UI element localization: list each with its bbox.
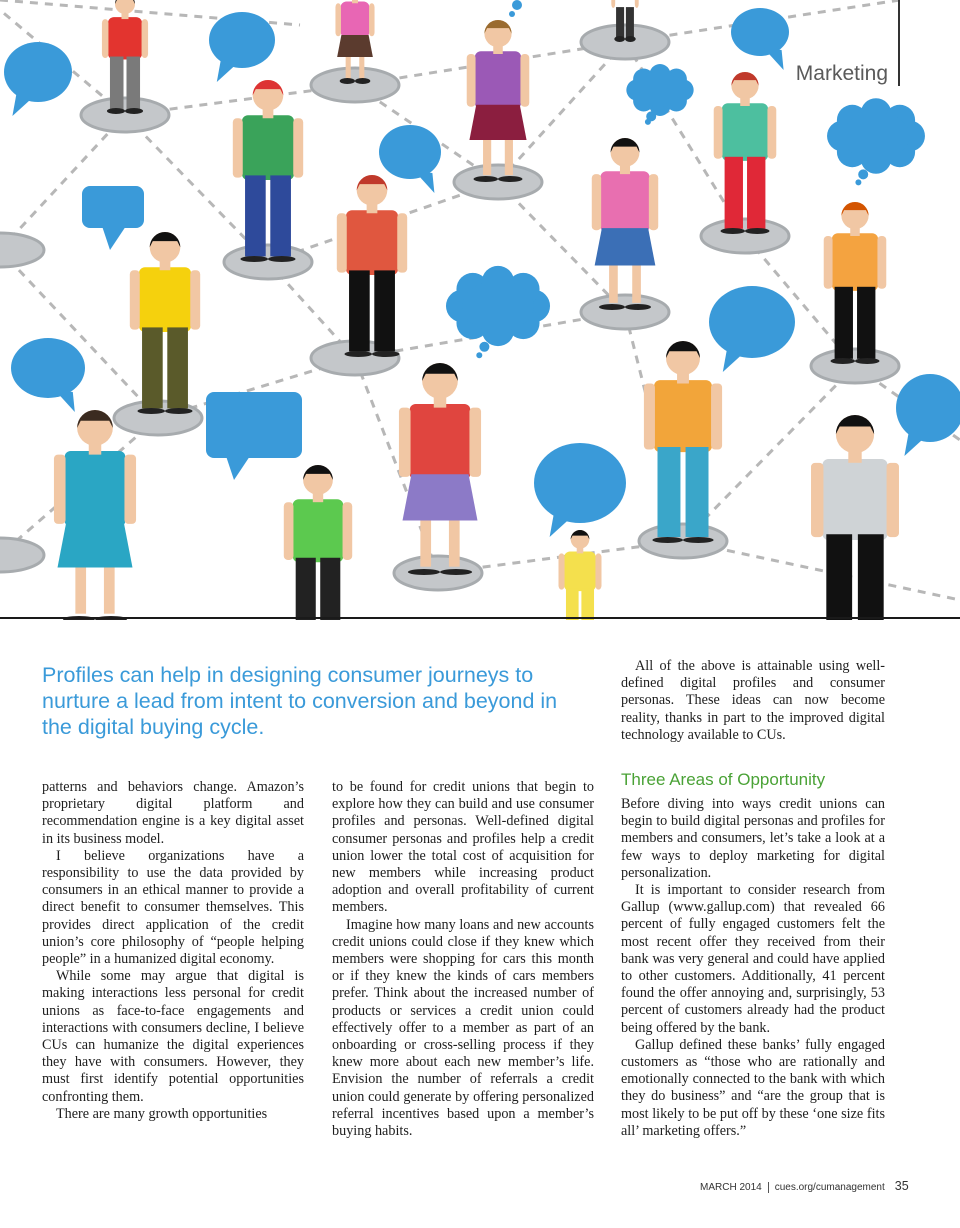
person-base: [0, 233, 44, 267]
person-arm: [54, 455, 66, 524]
person-leg: [346, 57, 351, 79]
thought-bubble-icon: [637, 74, 683, 107]
person-arm: [595, 553, 601, 589]
person-torso: [654, 380, 712, 452]
person-skirt: [58, 521, 133, 567]
person-leg: [142, 327, 163, 408]
person-leg: [449, 521, 460, 567]
person-figure: [592, 138, 658, 310]
person-leg: [686, 447, 709, 537]
person-arm: [284, 502, 294, 560]
person-leg: [359, 57, 364, 79]
person-leg: [658, 447, 681, 537]
speech-bubble-icon: [82, 186, 144, 228]
section-heading: Three Areas of Opportunity: [621, 770, 826, 789]
paragraph: Gallup defined these banks’ fully engaged customers as “those who are rationally and emotionally connected to the bank with which they do business” and “are the group that is most likely to be put off by these ‘one size fits all’ marketing offers.”: [621, 1036, 885, 1139]
person-leg: [609, 266, 618, 303]
person-shoe: [268, 256, 296, 262]
body-column-1: [42, 779, 304, 1123]
thought-bubble-dot: [476, 352, 482, 358]
person-shoe: [240, 256, 268, 262]
person-leg: [858, 534, 884, 620]
speech-bubble-icon: [534, 443, 626, 523]
person-torso: [65, 451, 126, 527]
person-shoe: [440, 569, 472, 575]
speech-bubble-tail: [217, 60, 239, 82]
person-arm: [469, 408, 481, 477]
person-leg: [420, 521, 431, 567]
person-torso: [341, 2, 370, 38]
person-torso: [139, 267, 191, 332]
person-arm: [711, 384, 722, 450]
footer-site: cues.org/cumanagement: [774, 1182, 885, 1193]
person-arm: [369, 3, 375, 36]
person-base: [639, 524, 727, 558]
person-arm: [877, 236, 886, 289]
speech-bubble-icon: [896, 374, 960, 442]
thought-bubble-dot: [512, 0, 522, 10]
person-figure: [284, 465, 352, 620]
person-arm: [649, 174, 658, 230]
person-shoe: [652, 537, 683, 543]
paragraph: Before diving into ways credit unions can begin to build digital personas and profiles for members and consumers, let’s take a look at a few ways to deploy marketing for digital personalization.: [621, 796, 885, 881]
person-skirt: [403, 474, 478, 520]
thought-bubble-dot: [858, 169, 868, 179]
speech-bubble-tail: [550, 515, 572, 537]
person-torso: [410, 404, 471, 480]
thought-bubble-icon: [842, 112, 909, 160]
network-link: [683, 541, 960, 600]
person-shoe: [125, 108, 143, 114]
speech-bubble-tail: [55, 390, 75, 412]
thought-bubble-icon: [462, 281, 533, 332]
person-leg: [581, 588, 594, 620]
paragraph: There are many growth opportunities: [56, 1105, 268, 1122]
speech-bubble-icon: [731, 8, 789, 56]
person-leg: [857, 287, 875, 359]
person-arm: [142, 19, 149, 58]
person-shoe: [340, 78, 355, 84]
person-leg: [104, 568, 115, 614]
thought-bubble-dot: [509, 11, 515, 17]
person-arm: [337, 213, 347, 272]
person-shoe: [599, 304, 625, 310]
person-shoe: [137, 408, 165, 414]
person-arm: [343, 502, 353, 560]
person-arm: [397, 213, 407, 272]
paragraph: to be found for credit unions that begin to explore how they can build and use consumer profiles and personas. Well-defined digital consumer personas and profiles help a credit union lower the total cost of acquisition for new members while increasing product adoption and overall profitability of current members.: [332, 779, 594, 916]
body-column-3: [621, 796, 885, 1140]
person-base: [311, 68, 399, 102]
person-leg: [616, 7, 624, 38]
person-figure: [337, 175, 407, 357]
person-leg: [826, 534, 852, 620]
person-skirt: [337, 35, 373, 57]
person-base: [0, 538, 44, 572]
person-leg: [747, 157, 765, 229]
person-leg: [245, 175, 266, 256]
person-arm: [399, 408, 411, 477]
person-arm: [824, 236, 833, 289]
person-torso: [346, 210, 398, 275]
paragraph: Imagine how many loans and new accounts credit unions could close if they knew which members were shopping for cars this month or if they knew the kinds of cars members prefer. Think about the increased number of products or services a credit union could effectively offer to a member as part of an onboarding or cross-selling process if they knew more about each new member’s life. Envision the number of referrals a credit union could generate by offering personalized referral incentives based upon a member’s buying habits.: [332, 916, 594, 1140]
speech-bubble-icon: [379, 125, 441, 179]
person-leg: [566, 588, 579, 620]
person-shoe: [683, 537, 714, 543]
person-arm: [611, 0, 615, 8]
person-leg: [374, 270, 395, 351]
pull-quote: Profiles can help in designing consumer journeys to nurture a lead from intent to conversion and beyond in the digital buying cycle.: [42, 663, 558, 739]
section-rule: [898, 0, 900, 86]
person-arm: [102, 19, 109, 58]
speech-bubble-tail: [226, 456, 250, 480]
person-figure: [714, 72, 777, 234]
thought-bubble-dot: [479, 342, 489, 352]
person-leg: [167, 327, 188, 408]
person-leg: [110, 57, 124, 110]
speech-bubble-tail: [904, 434, 926, 456]
person-figure: [130, 232, 200, 414]
person-torso: [822, 459, 887, 540]
person-leg: [626, 7, 634, 38]
person-torso: [564, 552, 596, 592]
person-neck: [352, 0, 358, 3]
person-leg: [632, 266, 641, 303]
person-base: [81, 98, 169, 132]
person-leg: [270, 175, 291, 256]
speech-bubble-tail: [723, 350, 745, 372]
paragraph: It is important to consider research from Gallup (www.gallup.com) that revealed 66 percent of fully engaged customers felt the most recent offer they received from their bank was very general and could have applied to other customers. Additionally, 41 percent found the offer annoying and, surprisingly, 53 percent of customers already had the product being offered by the bank.: [621, 882, 885, 1036]
person-figure: [54, 410, 136, 620]
person-shoe: [625, 36, 636, 42]
footer-separator: [768, 1182, 769, 1193]
person-leg: [127, 57, 141, 110]
person-head: [115, 0, 135, 14]
person-torso: [108, 17, 142, 59]
person-skirt: [469, 105, 526, 140]
person-torso: [242, 115, 294, 180]
person-shoe: [721, 228, 745, 234]
page-footer: [700, 1179, 920, 1193]
person-arm: [520, 54, 529, 107]
person-figure: [644, 341, 722, 543]
person-arm: [467, 54, 476, 107]
person-shoe: [625, 304, 651, 310]
person-figure: [558, 530, 601, 620]
person-shoe: [344, 351, 372, 357]
person-arm: [887, 463, 899, 537]
person-torso: [722, 103, 768, 161]
person-torso: [475, 51, 521, 109]
paragraph: I believe organizations have a responsibility to use the data provided by consumers in an ethical manner to provide a direct benefit to consumer themselves. This provides direct application of the credit union’s core philosophy of “people helping people” in a humanized digital economy.: [42, 847, 304, 968]
person-shoe: [107, 108, 125, 114]
paragraph: While some may argue that digital is making interactions less personal for credit unions as face-to-face engagements and interactions with consumers decline, I believe CUs can humanize the digital experiences they have with consumers. However, they must first identify potential opportunities confronting them.: [42, 968, 304, 1105]
person-shoe: [355, 78, 370, 84]
paragraph: patterns and behaviors change. Amazon’s proprietary digital platform and recommendation engine is a key digital asset in its business model.: [42, 779, 304, 847]
person-arm: [558, 553, 564, 589]
person-base: [454, 165, 542, 199]
hero-divider: [0, 617, 960, 619]
person-arm: [124, 455, 136, 524]
person-base: [701, 219, 789, 253]
person-shoe: [165, 408, 193, 414]
person-arm: [190, 270, 200, 329]
person-arm: [592, 174, 601, 230]
body-column-3-top: [621, 658, 885, 744]
footer-date: MARCH 2014: [700, 1182, 762, 1193]
person-arm: [811, 463, 823, 537]
person-arm: [130, 270, 140, 329]
person-base: [581, 295, 669, 329]
body-column-2: [332, 779, 594, 1140]
person-arm: [644, 384, 655, 450]
person-leg: [505, 140, 513, 175]
paragraph: All of the above is attainable using well-defined digital profiles and consumer personas. These ideas can now become reality, thanks in part to the improved digital technology available to CUs.: [621, 658, 885, 743]
person-leg: [725, 157, 743, 229]
person-shoe: [498, 176, 522, 182]
person-arm: [714, 106, 723, 159]
person-arm: [293, 118, 303, 177]
person-leg: [835, 287, 853, 359]
speech-bubble-icon: [709, 286, 795, 358]
person-base: [581, 25, 669, 59]
thought-bubble-dot: [645, 119, 651, 125]
person-leg: [483, 140, 491, 175]
person-arm: [767, 106, 776, 159]
speech-bubble-tail: [12, 94, 34, 116]
person-leg: [75, 568, 86, 614]
person-torso: [293, 499, 344, 562]
person-shoe: [831, 358, 855, 364]
speech-bubble-tail: [102, 226, 126, 250]
person-figure: [399, 363, 481, 575]
person-torso: [600, 171, 649, 232]
person-base: [811, 349, 899, 383]
speech-bubble-icon: [4, 42, 72, 102]
person-shoe: [408, 569, 440, 575]
person-leg: [349, 270, 370, 351]
person-shoe: [474, 176, 498, 182]
person-shoe: [855, 358, 879, 364]
person-arm: [335, 3, 341, 36]
person-shoe: [614, 36, 625, 42]
page-number: 35: [894, 1179, 909, 1193]
person-shoe: [372, 351, 400, 357]
person-shoe: [745, 228, 769, 234]
thought-bubble-dot: [855, 179, 861, 185]
person-figure: [811, 415, 899, 620]
person-torso: [832, 233, 878, 291]
section-label: Marketing: [795, 62, 888, 85]
speech-bubble-icon: [209, 12, 275, 68]
speech-bubble-icon: [206, 392, 302, 458]
speech-bubble-icon: [11, 338, 85, 398]
person-skirt: [595, 228, 656, 265]
person-base: [224, 245, 312, 279]
person-arm: [635, 0, 639, 8]
person-leg: [320, 558, 340, 620]
person-arm: [233, 118, 243, 177]
person-leg: [296, 558, 316, 620]
